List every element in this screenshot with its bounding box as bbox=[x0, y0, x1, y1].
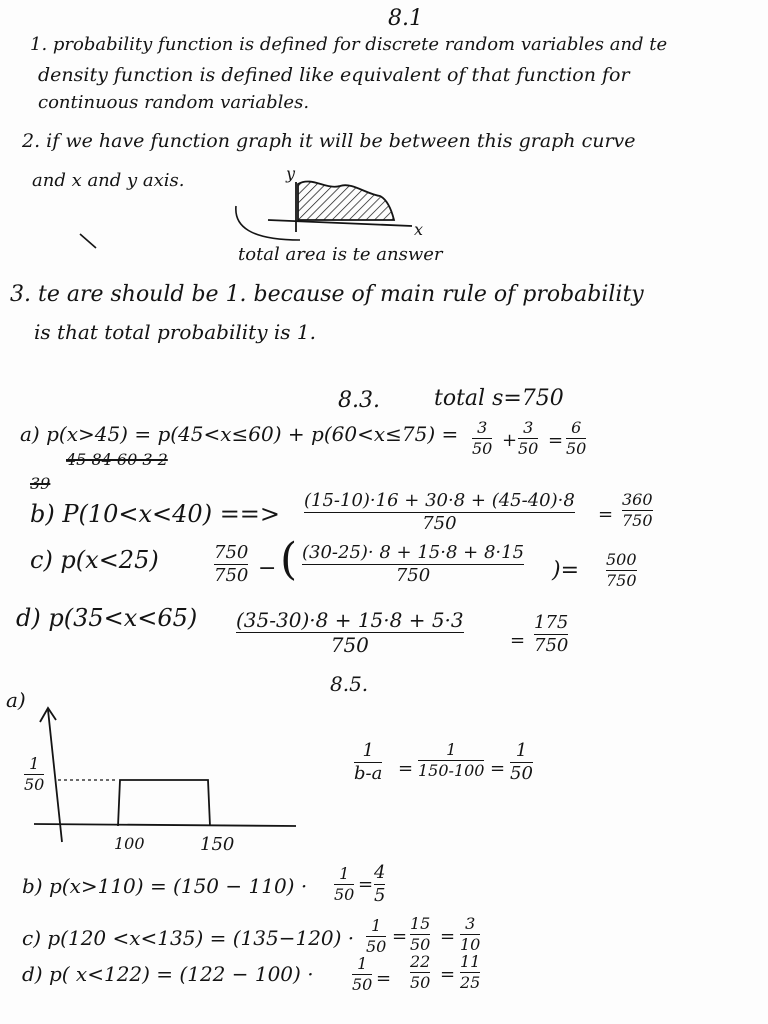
part-d-label: d) p(35<x<65) bbox=[16, 604, 198, 632]
total-sample-size: total s=750 bbox=[434, 386, 564, 411]
part-b-label: b) P(10<x<40) ==> bbox=[30, 500, 281, 528]
pdf-formula-fraction-2 bbox=[418, 742, 484, 779]
pdf-formula-fraction-1 bbox=[354, 742, 382, 783]
part-b-result-numerator: 360 bbox=[622, 490, 653, 509]
part-c-close-paren-equals: )= bbox=[552, 558, 580, 583]
part-a-result-denominator: 50 bbox=[566, 439, 587, 458]
pdf-formula-equals-2: = bbox=[490, 758, 506, 779]
part-8-5-d-equals-2: = bbox=[440, 964, 456, 985]
part-8-5-c-result-numerator: 3 bbox=[465, 914, 476, 933]
part-8-5-c-equals-2: = bbox=[440, 926, 456, 947]
pdf-formula-fraction-2-denominator: 150-100 bbox=[418, 761, 485, 780]
part-d-equals: = bbox=[510, 630, 526, 651]
part-8-5-d-result bbox=[460, 954, 480, 991]
part-a-fraction-1-numerator: 3 bbox=[477, 418, 488, 437]
part-8-5-b-equation: b) p(x>110) = (150 − 110) · bbox=[22, 874, 308, 898]
pdf-formula-fraction-1-numerator: 1 bbox=[362, 740, 374, 761]
part-8-5-c-result-denominator: 10 bbox=[460, 935, 481, 954]
sketch-y-axis-label: y bbox=[286, 164, 296, 183]
part-8-5-b-result bbox=[374, 864, 385, 905]
graph-x-tick-150: 150 bbox=[200, 834, 235, 855]
part-8-5-c-result bbox=[460, 916, 480, 953]
part-8-5-c-fraction-2-denominator: 50 bbox=[410, 935, 431, 954]
part-8-5-d-fraction-2-denominator: 50 bbox=[410, 973, 431, 992]
part-8-5-c-fraction-1-denominator: 50 bbox=[366, 937, 387, 956]
graph-y-value-denominator: 50 bbox=[24, 775, 45, 794]
part-a-plus: + bbox=[502, 430, 518, 451]
part-8-5-d-result-numerator: 11 bbox=[460, 952, 481, 971]
part-a-equals: = bbox=[548, 430, 564, 451]
answer-3-line-2: is that total probability is 1. bbox=[34, 320, 316, 344]
part-a-fraction-2-denominator: 50 bbox=[518, 439, 539, 458]
part-8-5-d-equation: d) p( x<122) = (122 − 100) · bbox=[22, 962, 314, 986]
part-8-5-b-result-numerator: 4 bbox=[374, 862, 386, 883]
part-a-fraction-2-numerator: 3 bbox=[523, 418, 534, 437]
answer-1-line-1: 1. probability function is defined for discrete random variables and te bbox=[30, 34, 668, 55]
part-c-label: c) p(x<25) bbox=[30, 546, 159, 574]
part-8-5-b-result-denominator: 5 bbox=[374, 885, 386, 906]
part-c-whole-denominator: 750 bbox=[214, 565, 249, 586]
part-8-5-b-fraction-denominator: 50 bbox=[334, 885, 355, 904]
answer-2-line-2: and x and y axis. bbox=[32, 170, 185, 191]
heading-8-5: 8.5. bbox=[330, 672, 369, 696]
part-8-5-c-fraction-2-numerator: 15 bbox=[410, 914, 431, 933]
pdf-formula-fraction-1-denominator: b-a bbox=[354, 763, 383, 784]
part-b-equals: = bbox=[598, 504, 614, 525]
part-8-5-c-equation: c) p(120 <x<135) = (135−120) · bbox=[22, 926, 355, 950]
pdf-formula-fraction-3-numerator: 1 bbox=[515, 740, 528, 761]
pdf-formula-fraction-3-denominator: 50 bbox=[510, 763, 533, 784]
answer-2-line-1: 2. if we have function graph it will be between this graph curve bbox=[22, 130, 636, 152]
part-a-scratch-2: 39 bbox=[30, 474, 51, 493]
part-8-5-c-fraction-2 bbox=[410, 916, 430, 953]
graph-x-tick-100: 100 bbox=[114, 834, 145, 853]
pdf-formula-equals-1: = bbox=[398, 758, 414, 779]
part-c-minus: − bbox=[258, 556, 277, 581]
part-8-5-d-fraction-1 bbox=[352, 956, 372, 993]
answer-3-line-1: 3. te are should be 1. because of main rule of probability bbox=[10, 282, 644, 307]
part-8-5-d-result-denominator: 25 bbox=[460, 973, 481, 992]
heading-8-3: 8.3. bbox=[338, 388, 380, 413]
part-8-5-c-fraction-1-numerator: 1 bbox=[371, 916, 382, 935]
part-8-5-d-fraction-2-numerator: 22 bbox=[410, 952, 431, 971]
pdf-formula-fraction-3 bbox=[510, 742, 533, 783]
part-8-5-b-equals: = bbox=[358, 874, 374, 895]
part-c-numerator: (30-25)· 8 + 15·8 + 8·15 bbox=[302, 542, 525, 563]
part-c-whole-numerator: 750 bbox=[214, 542, 249, 563]
part-a-result-numerator: 6 bbox=[571, 418, 582, 437]
part-b-result-denominator: 750 bbox=[622, 511, 653, 530]
part-8-5-d-equals-1: = bbox=[376, 968, 392, 989]
part-a-scratch-1: 45 84 60 3 2 bbox=[66, 450, 168, 469]
part-8-5-c-fraction-1 bbox=[366, 918, 386, 955]
part-c-open-paren: ( bbox=[280, 534, 298, 585]
answer-1-line-3: continuous random variables. bbox=[38, 92, 310, 113]
part-8-5-d-fraction-1-denominator: 50 bbox=[352, 975, 373, 994]
part-d-denominator: 750 bbox=[330, 633, 369, 657]
part-8-5-c-equals-1: = bbox=[392, 926, 408, 947]
part-c-result-numerator: 500 bbox=[606, 550, 637, 569]
part-c-result-denominator: 750 bbox=[606, 571, 637, 590]
sketch-x-axis-label: x bbox=[414, 220, 424, 239]
part-b-numerator: (15-10)·16 + 30·8 + (45-40)·8 bbox=[304, 490, 575, 511]
heading-8-1: 8.1 bbox=[388, 6, 423, 31]
part-8-5-d-fraction-2 bbox=[410, 954, 430, 991]
part-d-result-denominator: 750 bbox=[534, 635, 569, 656]
part-d-result-numerator: 175 bbox=[534, 612, 569, 633]
part-8-5-a-label: a) bbox=[6, 688, 26, 712]
graph-y-value-numerator: 1 bbox=[29, 754, 40, 773]
part-b-denominator: 750 bbox=[422, 513, 457, 534]
part-8-5-b-fraction bbox=[334, 866, 354, 903]
part-c-denominator: 750 bbox=[395, 565, 431, 586]
sketch-caption: total area is te answer bbox=[238, 244, 443, 265]
part-a-equation: a) p(x>45) = p(45<x≤60) + p(60<x≤75) = bbox=[20, 422, 459, 446]
answer-1-line-2: density function is defined like equivalent of that function for bbox=[38, 64, 630, 86]
part-8-5-d-fraction-1-numerator: 1 bbox=[357, 954, 368, 973]
graph-y-value-label bbox=[24, 756, 44, 793]
part-a-fraction-1-denominator: 50 bbox=[472, 439, 493, 458]
pdf-formula-fraction-2-numerator: 1 bbox=[446, 740, 457, 759]
part-d-numerator: (35-30)·8 + 15·8 + 5·3 bbox=[236, 608, 464, 632]
part-8-5-b-fraction-numerator: 1 bbox=[339, 864, 350, 883]
